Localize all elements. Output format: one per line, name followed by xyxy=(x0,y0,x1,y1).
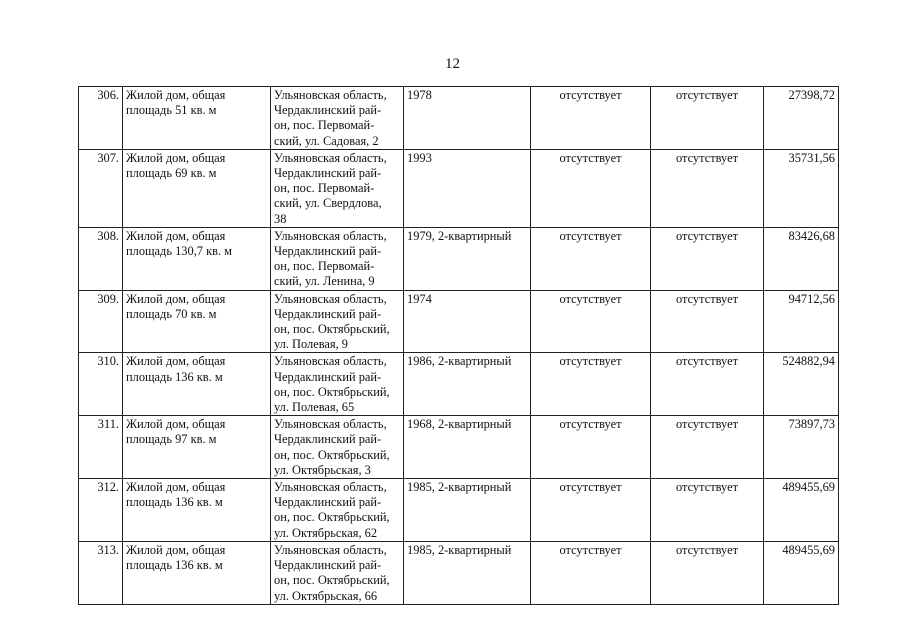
build-year: 1968, 2-квартирный xyxy=(404,416,531,479)
object-address xyxy=(271,416,404,479)
object-name xyxy=(123,353,271,416)
restriction: отсутствует xyxy=(651,290,764,353)
row-number: 309. xyxy=(79,290,123,353)
object-name-line: Жилой дом, общая xyxy=(126,542,226,557)
object-address xyxy=(271,353,404,416)
encumbrance: отсутствует xyxy=(531,227,651,290)
object-name-line: площадь 70 кв. м xyxy=(126,306,217,321)
address-line: ский, ул. Ленина, 9 xyxy=(274,274,375,289)
object-name xyxy=(123,87,271,150)
object-name-line: Жилой дом, общая xyxy=(126,480,226,495)
object-name xyxy=(123,479,271,542)
address-line: Ульяновская область, xyxy=(274,542,387,557)
address-line: ский, ул. Садовая, 2 xyxy=(274,133,379,148)
table-row xyxy=(79,479,839,542)
object-address xyxy=(271,87,404,150)
address-line: ский, ул. Свердлова, xyxy=(274,196,382,211)
object-name-line: площадь 69 кв. м xyxy=(126,166,217,181)
address-line: Чердаклинский рай- xyxy=(274,103,382,118)
restriction: отсутствует xyxy=(651,479,764,542)
row-number: 311. xyxy=(79,416,123,479)
object-address xyxy=(271,149,404,227)
object-address xyxy=(271,541,404,604)
object-name-line: Жилой дом, общая xyxy=(126,150,226,165)
object-address xyxy=(271,227,404,290)
address-line: ул. Октябрьская, 62 xyxy=(274,525,378,540)
object-name xyxy=(123,416,271,479)
table-row xyxy=(79,353,839,416)
encumbrance: отсутствует xyxy=(531,87,651,150)
address-line: ул. Октябрьская, 66 xyxy=(274,588,378,603)
encumbrance: отсутствует xyxy=(531,479,651,542)
object-name-line: площадь 97 кв. м xyxy=(126,432,217,447)
object-name xyxy=(123,227,271,290)
build-year: 1985, 2-квартирный xyxy=(404,479,531,542)
address-line: Ульяновская область, xyxy=(274,291,387,306)
address-line: Чердаклинский рай- xyxy=(274,495,382,510)
object-name-line: площадь 130,7 кв. м xyxy=(126,244,232,259)
address-line: ул. Полевая, 9 xyxy=(274,337,348,352)
address-line: 38 xyxy=(274,211,287,226)
address-line: он, пос. Октябрьский, xyxy=(274,384,390,399)
object-name-line: Жилой дом, общая xyxy=(126,354,226,369)
object-name-line: Жилой дом, общая xyxy=(126,228,226,243)
table-row xyxy=(79,227,839,290)
object-name-line: Жилой дом, общая xyxy=(126,291,226,306)
table-row xyxy=(79,416,839,479)
build-year: 1993 xyxy=(404,149,531,227)
address-line: Ульяновская область, xyxy=(274,417,387,432)
encumbrance: отсутствует xyxy=(531,416,651,479)
address-line: Ульяновская область, xyxy=(274,88,387,102)
object-name-line: площадь 136 кв. м xyxy=(126,495,223,510)
address-line: Ульяновская область, xyxy=(274,228,387,243)
row-number: 310. xyxy=(79,353,123,416)
address-line: Чердаклинский рай- xyxy=(274,432,382,447)
book-value: 83426,68 xyxy=(764,227,839,290)
address-line: Чердаклинский рай- xyxy=(274,244,382,259)
address-line: Чердаклинский рай- xyxy=(274,166,382,181)
restriction: отсутствует xyxy=(651,227,764,290)
row-number: 313. xyxy=(79,541,123,604)
object-name xyxy=(123,290,271,353)
book-value: 524882,94 xyxy=(764,353,839,416)
object-name-line: площадь 136 кв. м xyxy=(126,369,223,384)
restriction: отсутствует xyxy=(651,353,764,416)
object-name-line: площадь 51 кв. м xyxy=(126,103,217,118)
row-number: 306. xyxy=(79,87,123,150)
address-line: Чердаклинский рай- xyxy=(274,558,382,573)
book-value: 73897,73 xyxy=(764,416,839,479)
encumbrance: отсутствует xyxy=(531,353,651,416)
object-name xyxy=(123,149,271,227)
book-value: 489455,69 xyxy=(764,479,839,542)
address-line: он, пос. Октябрьский, xyxy=(274,322,390,337)
address-line: Ульяновская область, xyxy=(274,150,387,165)
book-value: 27398,72 xyxy=(764,87,839,150)
row-number: 312. xyxy=(79,479,123,542)
address-line: Чердаклинский рай- xyxy=(274,306,382,321)
object-address xyxy=(271,290,404,353)
table-row xyxy=(79,87,839,150)
build-year: 1978 xyxy=(404,87,531,150)
book-value: 94712,56 xyxy=(764,290,839,353)
address-line: он, пос. Первомай- xyxy=(274,118,375,133)
restriction: отсутствует xyxy=(651,87,764,150)
address-line: он, пос. Октябрьский, xyxy=(274,447,390,462)
address-line: он, пос. Первомай- xyxy=(274,181,375,196)
book-value: 489455,69 xyxy=(764,541,839,604)
address-line: ул. Полевая, 65 xyxy=(274,400,355,415)
address-line: Ульяновская область, xyxy=(274,480,387,495)
row-number: 307. xyxy=(79,149,123,227)
object-name-line: Жилой дом, общая xyxy=(126,417,226,432)
property-table xyxy=(78,86,839,605)
encumbrance: отсутствует xyxy=(531,149,651,227)
table-row xyxy=(79,290,839,353)
address-line: ул. Октябрьская, 3 xyxy=(274,462,371,477)
address-line: он, пос. Октябрьский, xyxy=(274,510,390,525)
table-body xyxy=(79,87,839,605)
address-line: он, пос. Первомай- xyxy=(274,259,375,274)
build-year: 1986, 2-квартирный xyxy=(404,353,531,416)
table-row xyxy=(79,541,839,604)
object-name-line: площадь 136 кв. м xyxy=(126,558,223,573)
address-line: Ульяновская область, xyxy=(274,354,387,369)
encumbrance: отсутствует xyxy=(531,541,651,604)
restriction: отсутствует xyxy=(651,416,764,479)
object-name-line: Жилой дом, общая xyxy=(126,88,226,102)
restriction: отсутствует xyxy=(651,541,764,604)
table-row xyxy=(79,149,839,227)
row-number: 308. xyxy=(79,227,123,290)
address-line: он, пос. Октябрьский, xyxy=(274,573,390,588)
object-name xyxy=(123,541,271,604)
restriction: отсутствует xyxy=(651,149,764,227)
build-year: 1985, 2-квартирный xyxy=(404,541,531,604)
build-year: 1979, 2-квартирный xyxy=(404,227,531,290)
encumbrance: отсутствует xyxy=(531,290,651,353)
address-line: Чердаклинский рай- xyxy=(274,369,382,384)
book-value: 35731,56 xyxy=(764,149,839,227)
object-address xyxy=(271,479,404,542)
build-year: 1974 xyxy=(404,290,531,353)
page-number: 12 xyxy=(445,56,460,72)
